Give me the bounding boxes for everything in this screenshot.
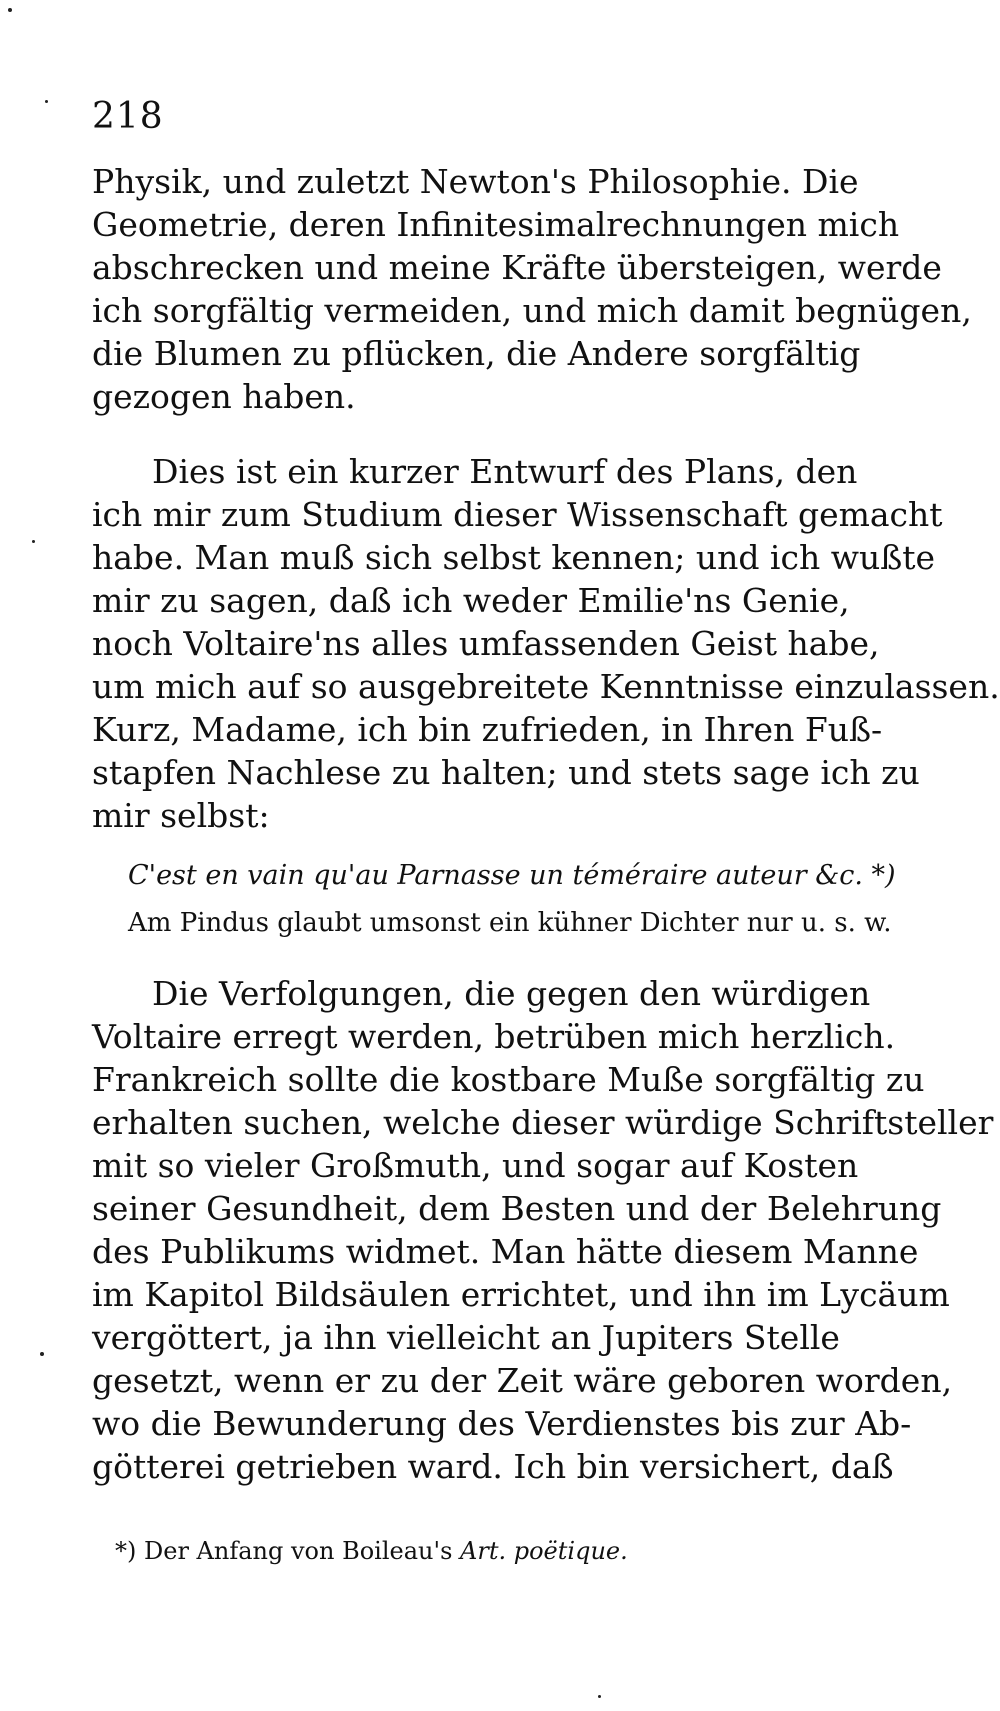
text-line: im Kapitol Bildsäulen errichtet, und ihn im Lycäum <box>92 1275 950 1314</box>
paper-speck <box>598 1695 601 1698</box>
text-line: habe. Man muß sich selbst kennen; und ich wußte <box>92 538 936 577</box>
text-line: um mich auf so ausgebreitete Kenntnisse einzulassen. <box>92 667 1000 706</box>
text-line: gesetzt, wenn er zu der Zeit wäre geboren worden, <box>92 1361 953 1400</box>
text-line: mit so vieler Großmuth, und sogar auf Kosten <box>92 1146 859 1185</box>
text-line: ich sorgfältig vermeiden, und mich damit begnügen, <box>92 291 972 330</box>
paper-speck <box>40 1352 44 1356</box>
text-line: erhalten suchen, welche dieser würdige Schriftsteller <box>92 1103 994 1142</box>
text-line: Dies ist ein kurzer Entwurf des Plans, den <box>152 452 858 491</box>
text-line: abschrecken und meine Kräfte übersteigen, werde <box>92 248 942 287</box>
text-line: stapfen Nachlese zu halten; und stets sage ich zu <box>92 753 920 792</box>
paper-speck <box>32 540 35 543</box>
footnote <box>115 1537 628 1565</box>
footnote-text: *) Der Anfang von Boileau's <box>115 1537 453 1565</box>
paper-speck <box>8 8 12 12</box>
text-line: des Publikums widmet. Man hätte diesem Manne <box>92 1232 919 1271</box>
text-line: mir selbst: <box>92 796 270 835</box>
text-line: seiner Gesundheit, dem Besten und der Belehrung <box>92 1189 942 1228</box>
quote-german: Am Pindus glaubt umsonst ein kühner Dichter nur u. s. w. <box>128 908 892 938</box>
text-line: götterei getrieben ward. Ich bin versichert, daß <box>92 1447 894 1486</box>
text-line: mir zu sagen, daß ich weder Emilie'ns Genie, <box>92 581 850 620</box>
text-line: Die Verfolgungen, die gegen den würdigen <box>152 974 871 1013</box>
paragraph-1 <box>92 160 972 418</box>
text-line: gezogen haben. <box>92 377 356 416</box>
text-line: Physik, und zuletzt Newton's Philosophie. Die <box>92 162 859 201</box>
text-line: noch Voltaire'ns alles umfassenden Geist habe, <box>92 624 880 663</box>
text-line: ich mir zum Studium dieser Wissenschaft gemacht <box>92 495 943 534</box>
paper-speck <box>45 100 48 103</box>
footnote-italic: Art. poëtique. <box>460 1537 628 1565</box>
text-line: wo die Bewunderung des Verdienstes bis zur Ab- <box>92 1404 912 1443</box>
quote-french: C'est en vain qu'au Parnasse un téméraire auteur &c. *) <box>128 860 896 891</box>
text-line: Geometrie, deren Infinitesimalrechnungen mich <box>92 205 900 244</box>
paragraph-2 <box>92 450 1000 837</box>
text-line: die Blumen zu pflücken, die Andere sorgfältig <box>92 334 861 373</box>
text-line: Kurz, Madame, ich bin zufrieden, in Ihren Fuß- <box>92 710 883 749</box>
paragraph-3 <box>92 972 994 1488</box>
text-line: vergöttert, ja ihn vielleicht an Jupiters Stelle <box>92 1318 840 1357</box>
text-line: Frankreich sollte die kostbare Muße sorgfältig zu <box>92 1060 925 1099</box>
page-number: 218 <box>92 96 164 137</box>
text-line: Voltaire erregt werden, betrüben mich herzlich. <box>92 1017 896 1056</box>
